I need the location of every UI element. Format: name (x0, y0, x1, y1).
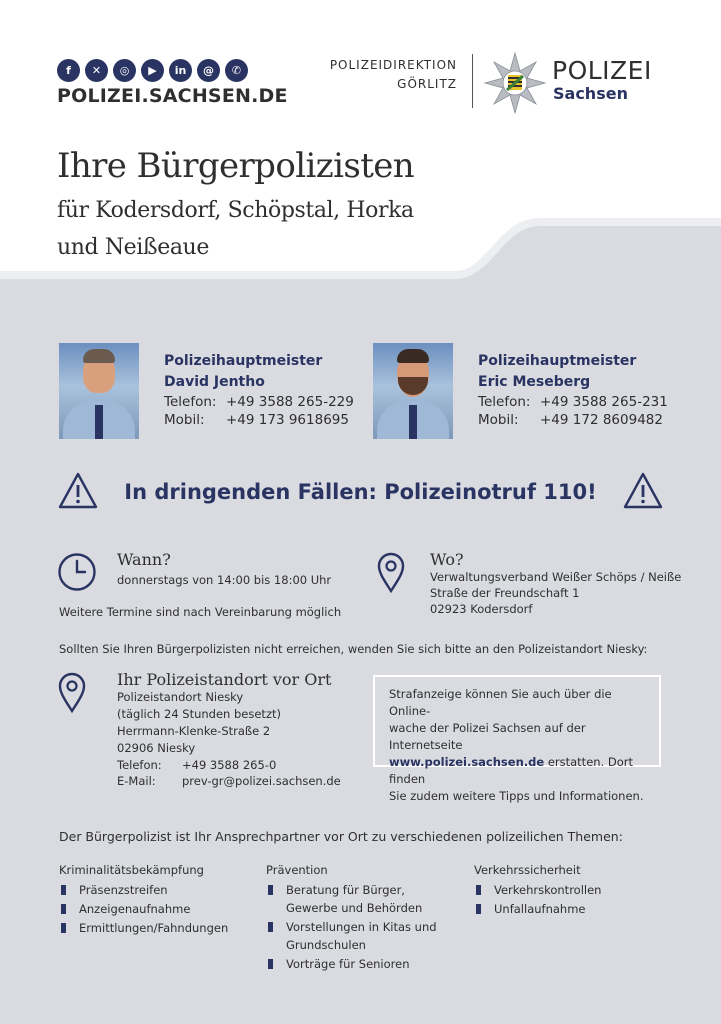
online-text1: Strafanzeige können Sie auch über die Online- (389, 687, 612, 718)
mobile-number[interactable]: +49 173 9618695 (226, 412, 349, 428)
youtube-icon[interactable]: ▶ (141, 59, 164, 82)
station-email (117, 773, 341, 789)
list-item: Vorstellungen in Kitas und Grundschulen (266, 918, 456, 954)
officer2-rank: Polizeihauptmeister (478, 353, 637, 369)
social-media-icons (57, 59, 248, 82)
officer1-phone (164, 394, 354, 410)
topic-column-traffic (474, 863, 674, 919)
online-text3-line (389, 754, 645, 788)
police-star-icon (484, 52, 546, 114)
mobile-label: Mobil: (164, 412, 205, 428)
online-text2: wache der Polizei Sachsen auf der Internetseite (389, 721, 586, 752)
officer-photo-jentho (59, 343, 139, 439)
phone-label: Telefon: (164, 394, 217, 410)
officer1-name: David Jentho (164, 374, 265, 390)
officer2-phone (478, 394, 668, 410)
officer1-mobile (164, 412, 349, 428)
station-phone (117, 757, 276, 773)
email-link[interactable]: prev-gr@polizei.sachsen.de (182, 774, 341, 788)
website-link[interactable]: POLIZEI.SACHSEN.DE (57, 85, 288, 107)
linkedin-icon[interactable]: in (169, 59, 192, 82)
station-line4: 02906 Niesky (117, 741, 196, 755)
online-link[interactable]: www.polizei.sachsen.de (389, 755, 545, 769)
phone-number[interactable]: +49 3588 265-231 (540, 394, 668, 410)
whatsapp-icon[interactable]: ✆ (225, 59, 248, 82)
location-pin-icon (57, 671, 87, 713)
warning-icon (623, 471, 663, 511)
email-label: E-Mail: (117, 774, 156, 788)
online-text4: Sie zudem weitere Tipps und Informationen. (389, 789, 644, 803)
brand-sachsen: Sachsen (553, 84, 628, 103)
subtitle-line1: für Kodersdorf, Schöpstal, Horka (57, 198, 414, 223)
list-item: Verkehrskontrollen (474, 881, 674, 899)
officer1-rank: Polizeihauptmeister (164, 353, 323, 369)
officer2-name: Eric Meseberg (478, 374, 591, 390)
where-line3: 02923 Kodersdorf (430, 602, 533, 616)
phone-number[interactable]: +49 3588 265-0 (182, 758, 277, 772)
topic-heading: Verkehrssicherheit (474, 863, 581, 877)
officer2-mobile (478, 412, 663, 428)
station-heading: Ihr Polizeistandort vor Ort (117, 670, 332, 689)
when-note: Weitere Termine sind nach Vereinbarung möglich (59, 605, 342, 619)
directorate-line2: GÖRLITZ (397, 77, 457, 91)
instagram-icon[interactable]: ◎ (113, 59, 136, 82)
where-line2: Straße der Freundschaft 1 (430, 586, 580, 600)
topic-list (266, 881, 456, 973)
station-line1: Polizeistandort Niesky (117, 690, 244, 704)
station-line3: Herrmann-Klenke-Straße 2 (117, 724, 271, 738)
clock-icon (57, 552, 97, 592)
officer-photo-meseberg (373, 343, 453, 439)
threads-icon[interactable]: @ (197, 59, 220, 82)
location-pin-icon (376, 551, 406, 593)
where-line1: Verwaltungsverband Weißer Schöps / Neiße (430, 570, 682, 584)
phone-number[interactable]: +49 3588 265-229 (226, 394, 354, 410)
when-heading: Wann? (117, 550, 171, 569)
phone-label: Telefon: (117, 758, 162, 772)
x-icon[interactable]: ✕ (85, 59, 108, 82)
directorate-line1: POLIZEIDIREKTION (329, 58, 457, 72)
emergency-notice: In dringenden Fällen: Polizeinotruf 110! (124, 480, 597, 504)
mobile-number[interactable]: +49 172 8609482 (540, 412, 663, 428)
list-item: Beratung für Bürger, Gewerbe und Behörden (266, 881, 456, 917)
subtitle-line2: und Neißeaue (57, 235, 209, 260)
station-line2: (täglich 24 Stunden besetzt) (117, 707, 281, 721)
mobile-label: Mobil: (478, 412, 519, 428)
list-item: Vorträge für Senioren (266, 955, 456, 973)
when-time: donnerstags von 14:00 bis 18:00 Uhr (117, 573, 332, 587)
fallback-note: Sollten Sie Ihren Bürgerpolizisten nicht erreichen, wenden Sie sich bitte an den Polizeistandort Niesky: (59, 642, 648, 656)
list-item: Unfallaufnahme (474, 900, 674, 918)
list-item: Ermittlungen/Fahndungen (59, 919, 259, 937)
list-item: Anzeigenaufnahme (59, 900, 259, 918)
topic-list (59, 881, 259, 937)
topic-list (474, 881, 674, 918)
online-text3: erstatten. Dort finden (389, 755, 633, 786)
topic-column-prevention (266, 863, 456, 974)
where-heading: Wo? (430, 550, 464, 569)
list-item: Präsenzstreifen (59, 881, 259, 899)
topic-column-crime (59, 863, 259, 938)
topic-heading: Prävention (266, 863, 328, 877)
header-divider (472, 54, 473, 108)
topics-intro: Der Bürgerpolizist ist Ihr Ansprechpartner vor Ort zu verschiedenen polizeilichen Themen: (59, 829, 623, 844)
online-report-box (373, 675, 661, 803)
brand-polizei: POLIZEI (552, 56, 652, 85)
topic-heading: Kriminalitätsbekämpfung (59, 863, 204, 877)
facebook-icon[interactable]: f (57, 59, 80, 82)
phone-label: Telefon: (478, 394, 531, 410)
page-title: Ihre Bürgerpolizisten (57, 146, 415, 186)
